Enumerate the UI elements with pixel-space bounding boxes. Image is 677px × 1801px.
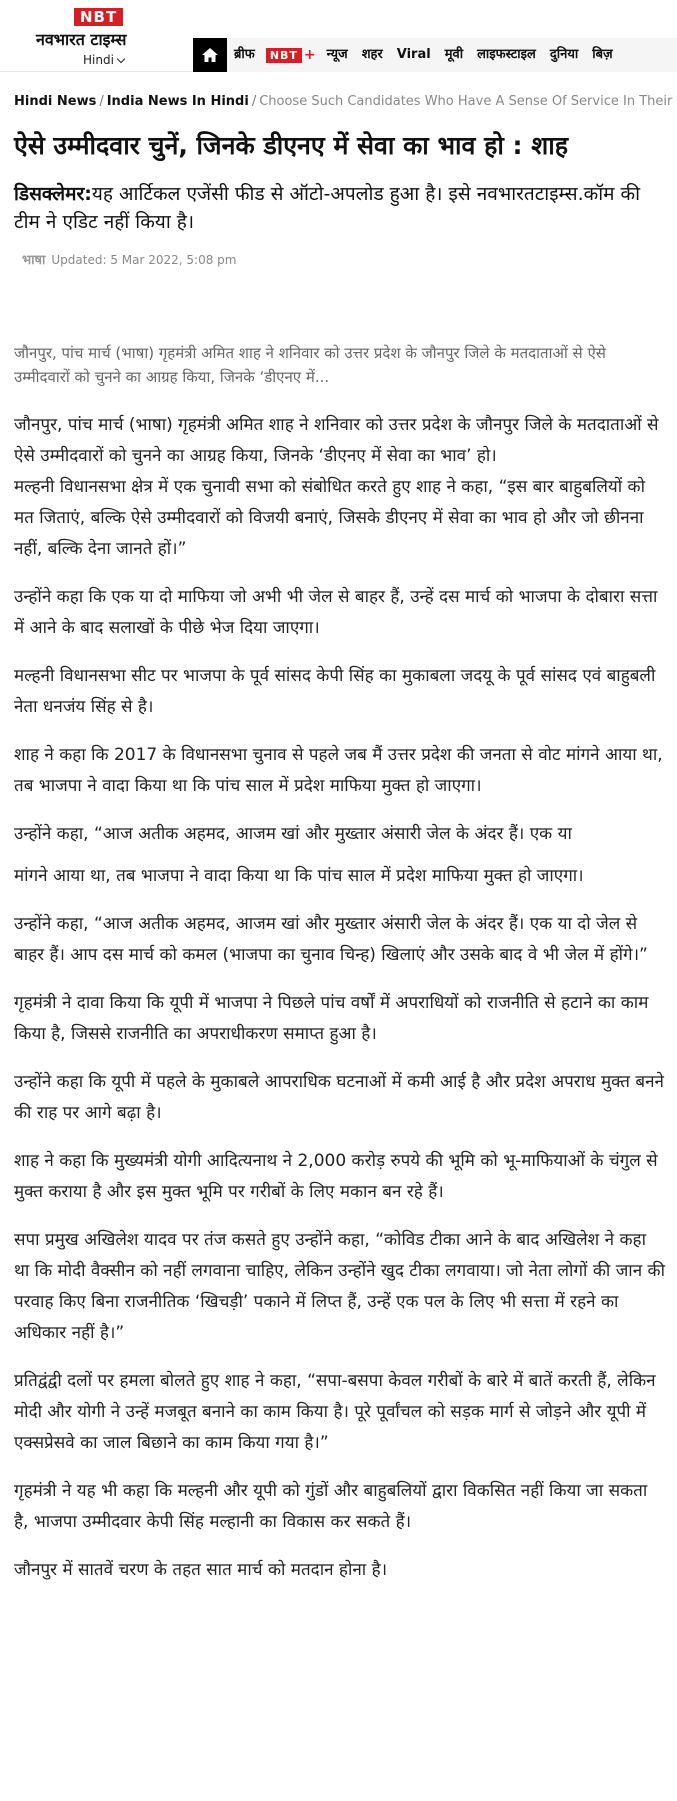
- article-paragraph-duplicate: उन्होंने कहा, “आज अतीक अहमद, आजम खां और मुख्तार अंसारी जेल के अंदर हैं। एक या: [14, 824, 572, 844]
- nav-item-business[interactable]: बिज़: [592, 47, 613, 62]
- updated-timestamp: Updated: 5 Mar 2022, 5:08 pm: [51, 253, 237, 267]
- breadcrumb-home[interactable]: Hindi News: [14, 94, 97, 109]
- disclaimer-text: यह आर्टिकल एजेंसी फीड से ऑटो-अपलोड हुआ है। इसे नवभारतटाइम्स.कॉम की टीम ने एडिट नहीं किया है।: [14, 183, 641, 233]
- main-nav: [193, 38, 677, 72]
- article-paragraph: उन्होंने कहा, “आज अतीक अहमद, आजम खां और मुख्तार अंसारी जेल के अंदर हैं। एक या दो जेल से बाहर हैं। आप दस मार्च को कमल (भाजपा का चुनाव चिन्ह) खिलाएं और उसके बाद वे भी जेल में होंगे।”: [14, 914, 648, 965]
- breadcrumb-section[interactable]: India News In Hindi: [106, 94, 249, 109]
- article-paragraph: मल्हनी विधानसभा सीट पर भाजपा के पूर्व सांसद केपी सिंह का मुकाबला जदयू के पूर्व सांसद एवं बाहुबली नेता धनजंय सिंह से है।: [14, 666, 656, 717]
- byline: [22, 250, 236, 268]
- article-paragraph: जौनपुर में सातवें चरण के तहत सात मार्च को मतदान होना है।: [14, 1560, 388, 1580]
- breadcrumb: Hindi News / India News In Hindi / Choose Such Candidates Who Have A Sense Of Service In Their: [14, 94, 673, 109]
- author-name[interactable]: भाषा: [22, 253, 46, 268]
- nav-item-city[interactable]: शहर: [361, 47, 383, 62]
- nav-item-news[interactable]: न्यूज: [326, 47, 348, 62]
- article-paragraph: गृहमंत्री ने दावा किया कि यूपी में भाजपा ने पिछले पांच वर्षों में अपराधियों को राजनीति से हटाने का काम किया है, जिससे राजनीति का अपराधीकरण समाप्त हुआ है।: [14, 993, 649, 1044]
- logo-name: नवभारत टाइम्स: [36, 30, 127, 49]
- article-paragraph: प्रतिद्वंद्वी दलों पर हमला बोलते हुए शाह ने कहा, “सपा-बसपा केवल गरीबों के बारे में बातें करती हैं, लेकिन मोदी और योगी ने उन्हें मजबूत बनाने का काम किया है। पूरे पूर्वांचल को सड़क मार्ग से जोड़ने और यूपी में एक्सप्रेसवे का जाल बिछाने का काम किया गया है।”: [14, 1371, 656, 1453]
- logo-badge: NBT: [74, 8, 123, 26]
- nbt-plus-badge: NBT: [266, 48, 302, 63]
- chevron-down-icon: [117, 55, 125, 63]
- article-paragraph-duplicate: मांगने आया था, तब भाजपा ने वादा किया था कि पांच साल में प्रदेश माफिया मुक्त हो जाएगा।: [14, 866, 584, 886]
- article-paragraph: शाह ने कहा कि मुख्यमंत्री योगी आदित्यनाथ ने 2,000 करोड़ रुपये की भूमि को भू-माफियाओं के चंगुल से मुक्त कराया है और इस मुक्त भूमि पर गरीबों के लिए मकान बन रहे हैं।: [14, 1151, 658, 1202]
- nav-item-movie[interactable]: मूवी: [444, 47, 464, 62]
- article-paragraph: उन्होंने कहा कि यूपी में पहले के मुकाबले आपराधिक घटनाओं में कमी आई है और प्रदेश अपराध मुक्त बनने की राह पर आगे बढ़ा है।: [14, 1072, 664, 1123]
- article-paragraph: जौनपुर, पांच मार्च (भाषा) गृहमंत्री अमित शाह ने शनिवार को उत्तर प्रदेश के जौनपुर जिले के मतदाताओं से ऐसे उम्मीदवारों को चुनने का आग्रह किया, जिनके ‘डीएनए में सेवा का भाव’ हो।: [14, 415, 659, 466]
- breadcrumb-current: Choose Such Candidates Who Have A Sense Of Service In Their: [259, 94, 673, 109]
- disclaimer: [14, 180, 664, 236]
- article-summary: जौनपुर, पांच मार्च (भाषा) गृहमंत्री अमित शाह ने शनिवार को उत्तर प्रदेश के जौनपुर जिले के मतदाताओं से ऐसे उम्मीदवारों को चुनने का आग्रह किया, जिनके ‘डीएनए में...: [14, 344, 606, 386]
- article-paragraph: सपा प्रमुख अखिलेश यादव पर तंज कसते हुए उन्होंने कहा, “कोविड टीका आने के बाद अखिलेश ने कहा था कि मोदी वैक्सीन को नहीं लगवाना चाहिए, लेकिन उन्होंने खुद टीका लगवाया। जो नेता लोगों की जान की परवाह किए बिना राजनीतिक ‘खिचड़ी’ पकाने में लिप्त हैं, उन्हें एक पल के लिए भी सत्ता में रहने का अधिकार नहीं है।”: [14, 1230, 666, 1343]
- language-label: Hindi: [83, 53, 114, 67]
- article-paragraph: उन्होंने कहा कि एक या दो माफिया जो अभी भी जेल से बाहर हैं, उन्हें दस मार्च को भाजपा के दोबारा सत्ता में आने के बाद सलाखों के पीछे भेज दिया जाएगा।: [14, 587, 658, 638]
- language-selector[interactable]: [83, 53, 124, 67]
- article-paragraph: मल्हनी विधानसभा क्षेत्र में एक चुनावी सभा को संबोधित करते हुए शाह ने कहा, “इस बार बाहुबलियों को मत जिताएं, बल्कि ऐसे उम्मीदवारों को विजयी बनाएं, जिसके डीएनए में सेवा का भाव हो और जो छीनना नहीं, बल्कि देना जानते हों।”: [14, 477, 646, 559]
- nav-item-lifestyle[interactable]: लाइफस्टाइल: [477, 47, 536, 62]
- nav-item-world[interactable]: दुनिया: [549, 47, 579, 62]
- article-body: [14, 410, 666, 1603]
- article-paragraph: शाह ने कहा कि 2017 के विधानसभा चुनाव से पहले जब मैं उत्तर प्रदेश की जनता से वोट मांगने आया था, तब भाजपा ने वादा किया था कि पांच साल में प्रदेश माफिया मुक्त हो जाएगा।: [14, 745, 663, 796]
- nav-item-viral[interactable]: Viral: [396, 47, 431, 62]
- site-header: [0, 0, 677, 72]
- site-logo[interactable]: [28, 8, 178, 68]
- plus-icon: +: [303, 47, 316, 63]
- nav-item-brief[interactable]: ब्रीफ: [234, 47, 255, 62]
- disclaimer-label: डिसक्लेमर:: [14, 183, 92, 205]
- nav-item-nbt-plus[interactable]: [266, 47, 316, 63]
- article-title: ऐसे उम्मीदवार चुनें, जिनके डीएनए में सेवा का भाव हो : शाह: [14, 131, 569, 160]
- article-paragraph: गृहमंत्री ने यह भी कहा कि मल्हनी और यूपी को गुंडों और बाहुबलियों द्वारा विकसित नहीं किया जा सकता है, भाजपा उम्मीदवार केपी सिंह मल्हानी का विकास कर सकते हैं।: [14, 1481, 648, 1532]
- home-icon[interactable]: [193, 38, 227, 72]
